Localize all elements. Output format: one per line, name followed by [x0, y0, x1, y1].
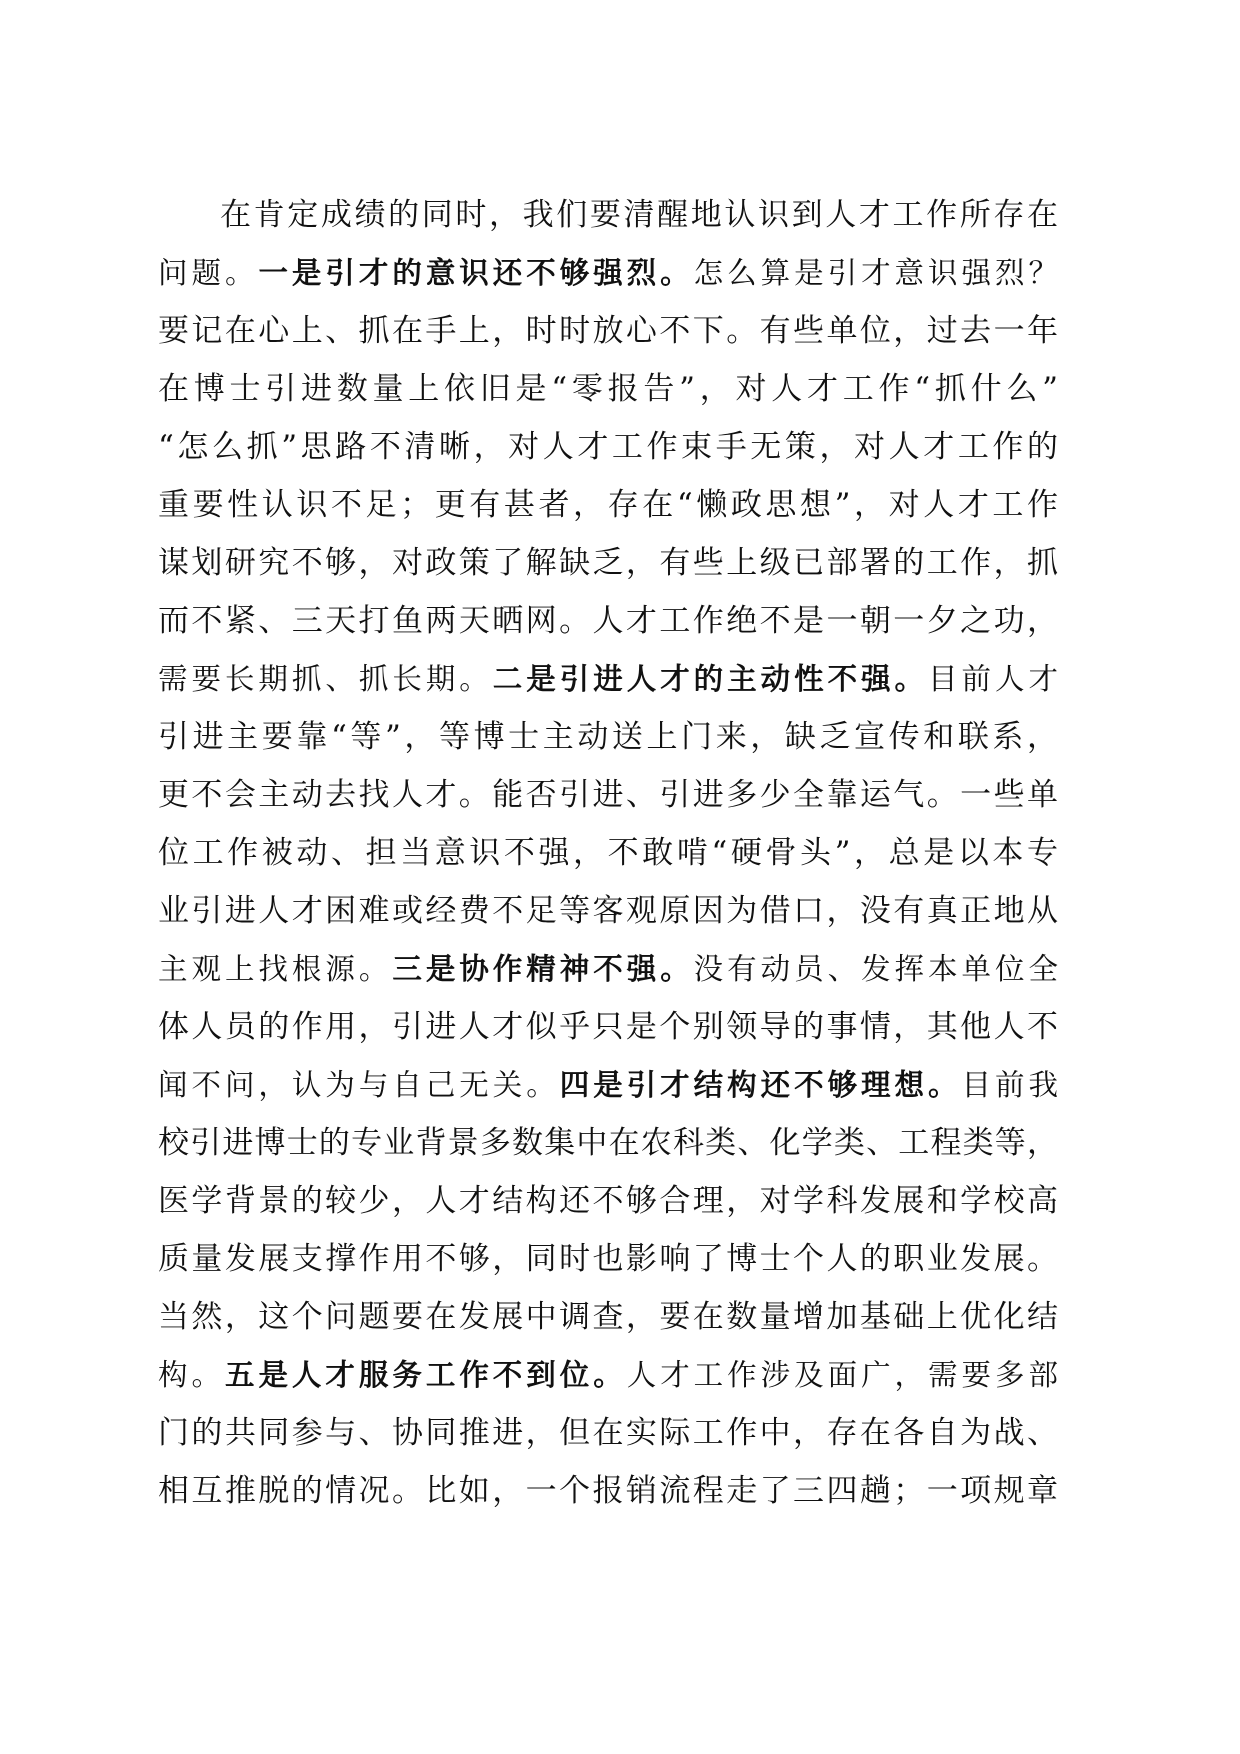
text-line — [158, 592, 1058, 650]
text-run: 当然，这个问题要在发展中调查，要在数量增加基础上优化结 — [158, 1299, 1058, 1335]
text-line — [158, 244, 1058, 302]
text-line — [158, 1462, 1058, 1520]
text-run: 要记在心上、抓在手上，时时放心不下。有些单位，过去一年 — [158, 313, 1058, 349]
text-run: 在博士引进数量上依旧是“零报告”，对人才工作“抓什么” — [158, 371, 1058, 407]
text-run: 目前我 — [961, 1068, 1058, 1102]
text-run: 在肯定成绩的同时，我们要清醒地认识到人才工作所存在 — [220, 197, 1058, 233]
text-line — [158, 998, 1058, 1056]
text-line — [158, 360, 1058, 418]
text-line — [158, 476, 1058, 534]
text-line — [158, 1346, 1058, 1404]
text-line — [158, 940, 1058, 998]
text-run: 闻不问，认为与自己无关。 — [158, 1068, 560, 1102]
text-run: 怎么算是引才意识强烈？ — [693, 256, 1058, 290]
text-run: 需要长期抓、抓长期。 — [158, 662, 493, 696]
bold-heading-1: 一是引才的意识还不够强烈。 — [258, 255, 694, 290]
text-run: 引进主要靠“等”，等博士主动送上门来，缺乏宣传和联系， — [158, 719, 1058, 755]
text-line — [158, 708, 1058, 766]
text-line — [158, 1056, 1058, 1114]
text-line — [158, 1404, 1058, 1462]
text-line — [158, 766, 1058, 824]
bold-heading-5: 五是人才服务工作不到位。 — [224, 1357, 627, 1392]
text-run: 门的共同参与、协同推进，但在实际工作中，存在各自为战、 — [158, 1415, 1058, 1451]
text-run: 更不会主动去找人才。能否引进、引进多少全靠运气。一些单 — [158, 777, 1058, 813]
text-run: 谋划研究不够，对政策了解缺乏，有些上级已部署的工作，抓 — [158, 545, 1058, 581]
text-line — [158, 1288, 1058, 1346]
text-run: 校引进博士的专业背景多数集中在农科类、化学类、工程类等， — [158, 1125, 1058, 1161]
text-run: 医学背景的较少，人才结构还不够合理，对学科发展和学校高 — [158, 1183, 1058, 1219]
text-line — [158, 302, 1058, 360]
text-run: 重要性认识不足；更有甚者，存在“懒政思想”，对人才工作 — [158, 487, 1058, 523]
bold-heading-3: 三是协作精神不强。 — [392, 951, 694, 986]
text-run: “怎么抓”思路不清晰，对人才工作束手无策，对人才工作的 — [158, 429, 1058, 465]
text-run: 体人员的作用，引进人才似乎只是个别领导的事情，其他人不 — [158, 1009, 1058, 1045]
text-line — [158, 1230, 1058, 1288]
text-run: 问题。 — [158, 256, 259, 290]
text-line — [158, 1172, 1058, 1230]
body-paragraph — [158, 186, 1058, 1520]
text-run: 人才工作涉及面广，需要多部 — [626, 1358, 1058, 1392]
text-line — [158, 186, 1058, 244]
text-run: 目前人才 — [928, 662, 1058, 696]
text-line — [158, 534, 1058, 592]
text-line — [158, 824, 1058, 882]
bold-heading-4: 四是引才结构还不够理想。 — [559, 1067, 962, 1102]
text-run: 主观上找根源。 — [158, 952, 393, 986]
bold-heading-2: 二是引进人才的主动性不强。 — [492, 661, 929, 696]
text-run: 业引进人才困难或经费不足等客观原因为借口，没有真正地从 — [158, 893, 1058, 929]
text-line — [158, 1114, 1058, 1172]
text-line — [158, 418, 1058, 476]
text-run: 构。 — [158, 1358, 225, 1392]
text-line — [158, 882, 1058, 940]
text-run: 而不紧、三天打鱼两天晒网。人才工作绝不是一朝一夕之功， — [158, 603, 1058, 639]
text-line — [158, 650, 1058, 708]
text-run: 没有动员、发挥本单位全 — [693, 952, 1058, 986]
text-run: 质量发展支撑作用不够，同时也影响了博士个人的职业发展。 — [158, 1241, 1058, 1277]
text-run: 相互推脱的情况。比如，一个报销流程走了三四趟；一项规章 — [158, 1473, 1058, 1509]
text-run: 位工作被动、担当意识不强，不敢啃“硬骨头”，总是以本专 — [158, 835, 1058, 871]
